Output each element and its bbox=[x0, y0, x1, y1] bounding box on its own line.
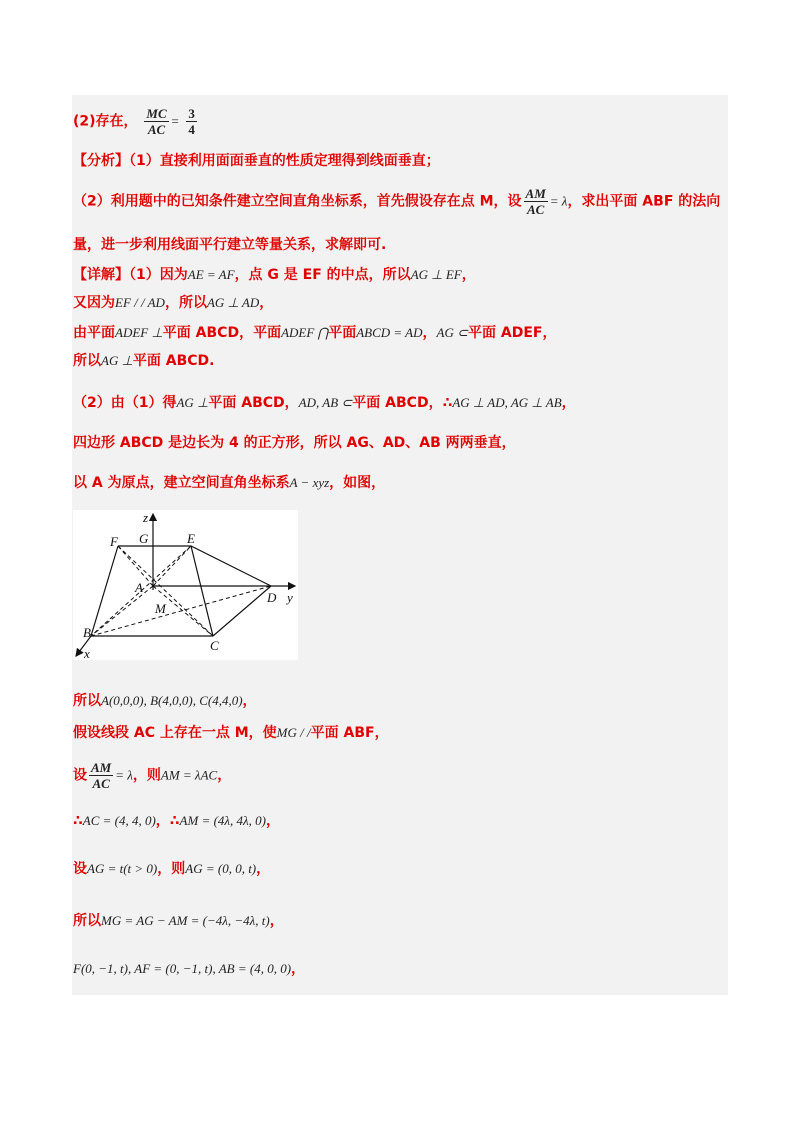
label-C: C bbox=[210, 638, 219, 653]
fraction-am-ac: $\frac{AM}{AC}$ bbox=[525, 186, 546, 217]
detail-line-9: 假设线段 AC 上存在一点 M，使MG / /平面 ABF， bbox=[73, 725, 389, 741]
analysis-line-2: （2）利用题中的已知条件建立空间直角坐标系，首先假设存在点 M，设 $\frac{AM}{AC}$ = λ，求出平面 ABF 的法向 bbox=[73, 186, 721, 217]
detail-line-10: 设 $\frac{AM}{AC}$ = λ，则AM = λAC， bbox=[73, 760, 232, 791]
analysis-line-1: 【分析】（1）直接利用面面垂直的性质定理得到线面垂直； bbox=[73, 153, 440, 169]
label-x: x bbox=[84, 646, 90, 660]
answer-line: (2)存在， $\frac{MC}{AC}$ = $\frac{3}{4}$ bbox=[73, 106, 195, 137]
detail-line-5: （2）由（1）得AG ⊥平面 ABCD，AD, AB ⊂平面 ABCD，∴AG ⊥ AD, AG ⊥ AB， bbox=[73, 395, 576, 411]
analysis-line-3: 量，进一步利用线面平行建立等量关系，求解即可. bbox=[73, 237, 387, 253]
geometry-figure bbox=[73, 510, 298, 660]
label-A: A bbox=[135, 580, 143, 595]
label-B: B bbox=[83, 625, 91, 640]
detail-line-1: 【详解】（1）因为AE = AF，点 G 是 EF 的中点，所以AG ⊥ EF， bbox=[73, 267, 476, 283]
label-D: D bbox=[267, 590, 277, 605]
detail-line-12: 设AG = t(t > 0)，则AG = (0, 0, t)， bbox=[73, 861, 271, 877]
detail-line-2: 又因为EF / / AD，所以AG ⊥ AD， bbox=[73, 295, 274, 311]
detail-line-11: ∴AC = (4, 4, 0)，∴AM = (4λ, 4λ, 0)， bbox=[73, 813, 281, 829]
answer-fraction-mc-ac: $\frac{MC}{AC}$ bbox=[146, 106, 167, 137]
detail-line-8: 所以A(0,0,0), B(4,0,0), C(4,4,0)， bbox=[73, 693, 257, 709]
label-G: G bbox=[139, 531, 149, 546]
detail-line-3: 由平面ADEF ⊥平面 ABCD，平面ADEF ⋂平面ABCD = AD，AG ⊂平面 ADEF， bbox=[73, 325, 557, 341]
detail-line-6: 四边形 ABCD 是边长为 4 的正方形，所以 AG、AD、AB 两两垂直， bbox=[73, 435, 516, 451]
hidden-edges bbox=[91, 546, 271, 636]
answer-text: (2)存在， bbox=[73, 113, 138, 130]
label-E: E bbox=[187, 531, 195, 546]
label-F: F bbox=[110, 534, 118, 549]
detail-line-4: 所以AG ⊥平面 ABCD. bbox=[73, 353, 215, 369]
fraction-am-ac-2: $\frac{AM}{AC}$ bbox=[91, 760, 112, 791]
detail-line-7: 以 A 为原点，建立空间直角坐标系A − xyz，如图， bbox=[73, 475, 386, 491]
answer-fraction-value: $\frac{3}{4}$ bbox=[188, 106, 195, 137]
label-y: y bbox=[287, 590, 293, 605]
detail-line-13: 所以MG = AG − AM = (−4λ, −4λ, t)， bbox=[73, 913, 284, 929]
label-M: M bbox=[155, 601, 166, 616]
label-z: z bbox=[143, 510, 149, 525]
detail-line-14: F(0, −1, t), AF = (0, −1, t), AB = (4, 0, 0)， bbox=[73, 961, 306, 977]
